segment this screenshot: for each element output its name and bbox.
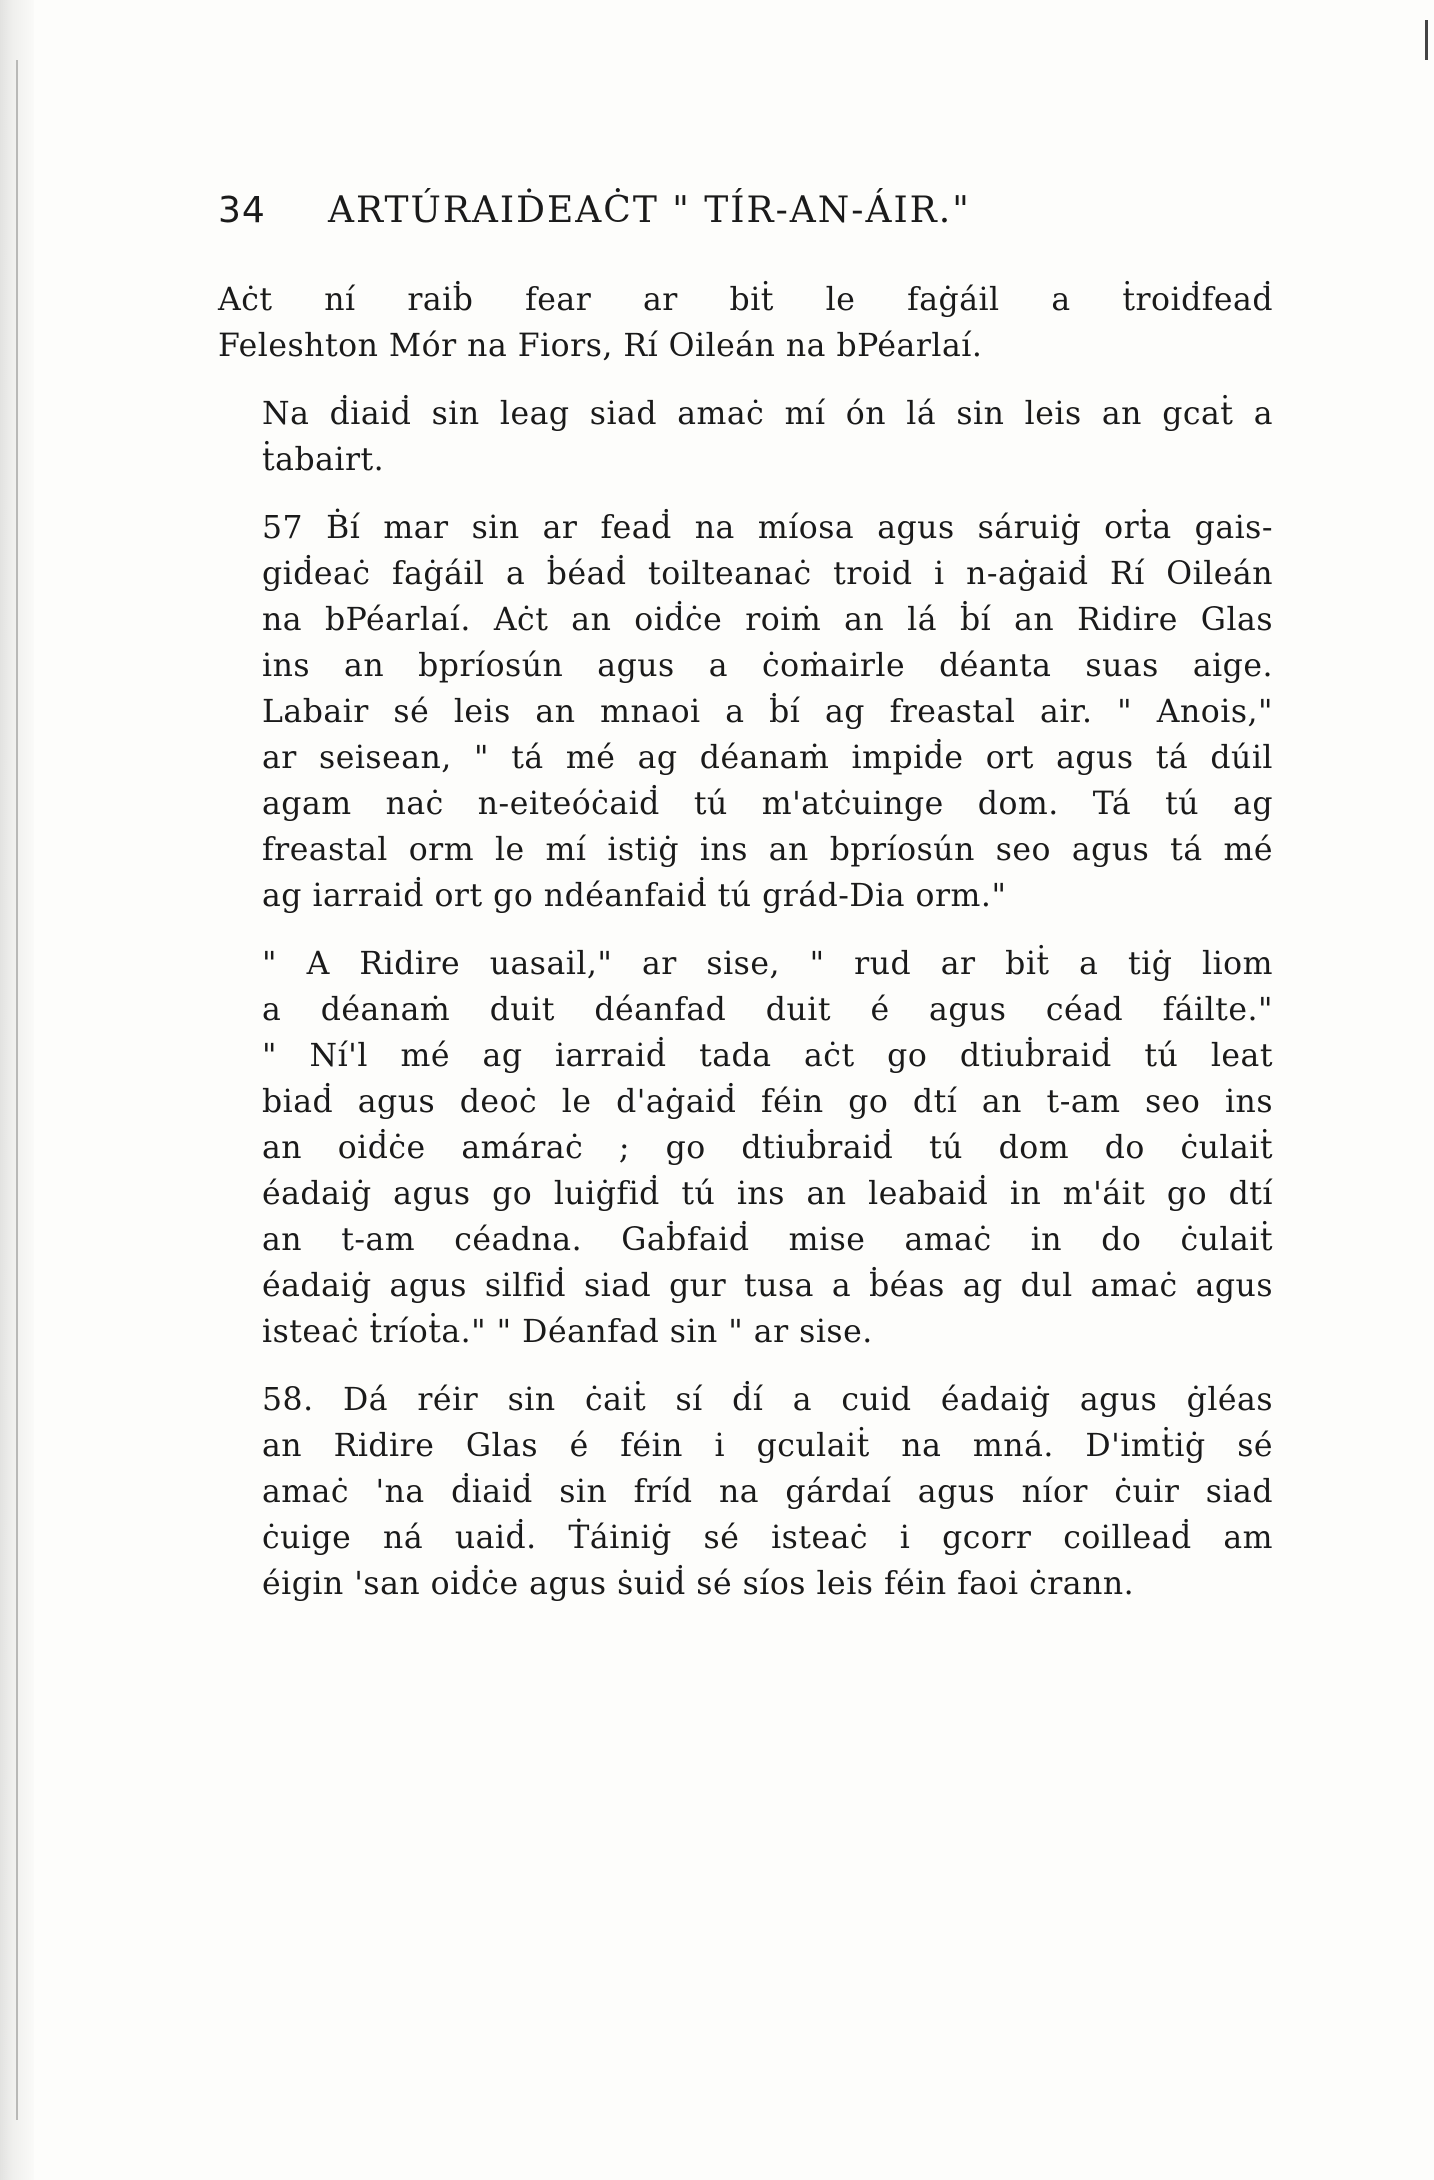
text-line: a déanaṁ duit déanfad duit é agus céad fáilte." bbox=[262, 992, 1273, 1028]
text-line: Na ḋiaiḋ sin leag siad amaċ mí ón lá sin leis an gcaṫ a bbox=[262, 396, 1273, 432]
text-line: agam naċ n-eiteóċaiḋ tú m'atċuinge dom. Tá tú ag bbox=[262, 786, 1273, 822]
text-line: éadaiġ agus silfiḋ siad gur tusa a ḃéas ag dul amaċ agus bbox=[262, 1268, 1273, 1304]
text-line: freastal orm le mí istiġ ins an bpríosún seo agus tá mé bbox=[262, 832, 1273, 868]
text-line: amaċ 'na ḋiaiḋ sin fríd na gárdaí agus níor ċuir siad bbox=[262, 1474, 1273, 1510]
text-line: ins an bpríosún agus a ċoṁairle déanta suas aige. bbox=[262, 648, 1273, 684]
page-header bbox=[218, 190, 1273, 231]
text-line: ag iarraiḋ ort go ndéanfaiḋ tú grád-Dia orm." bbox=[262, 878, 1007, 914]
scan-mark bbox=[1425, 20, 1428, 60]
text-line: biaḋ agus deoċ le d'aġaiḋ féin go dtí an t-am seo ins bbox=[262, 1084, 1273, 1120]
text-line: an Ridire Glas é féin i gculaiṫ na mná. D'imṫiġ sé bbox=[262, 1428, 1273, 1464]
book-page bbox=[218, 190, 1273, 1629]
text-line: an oiḋċe amáraċ ; go dtiuḃraiḋ tú dom do ċulaiṫ bbox=[262, 1130, 1273, 1166]
text-line: 58. Dá réir sin ċaiṫ sí ḋí a cuid éadaiġ agus ġléas bbox=[262, 1382, 1273, 1418]
text-line: ar seisean, " tá mé ag déanaṁ impiḋe ort agus tá dúil bbox=[262, 740, 1273, 776]
text-line: na bPéarlaí. Aċt an oiḋċe roiṁ an lá ḃí an Ridire Glas bbox=[262, 602, 1273, 638]
paragraph bbox=[218, 1377, 1273, 1607]
text-line: an t-am céadna. Gaḃfaiḋ mise amaċ in do ċulaiṫ bbox=[262, 1222, 1273, 1258]
page-number: 34 bbox=[218, 190, 266, 231]
text-line: " Ní'l mé ag iarraiḋ tada aċt go dtiuḃraiḋ tú leat bbox=[262, 1038, 1273, 1074]
text-line: Aċt ní raiḃ fear ar biṫ le faġáil a ṫroiḋfeaḋ bbox=[218, 282, 1273, 318]
text-line: Feleshton Mór na Fiors, Rí Oileán na bPéarlaí. bbox=[218, 328, 983, 364]
text-line: Labair sé leis an mnaoi a ḃí ag freastal air. " Anois," bbox=[262, 694, 1273, 730]
text-line: isteaċ ṫríoṫa." " Déanfad sin " ar sise. bbox=[262, 1314, 873, 1350]
text-line: giḋeaċ faġáil a ḃéaḋ toilteanaċ troid i n-aġaiḋ Rí Oileán bbox=[262, 556, 1273, 592]
text-line: ṫabairt. bbox=[262, 442, 385, 478]
body-text bbox=[218, 277, 1273, 1607]
paragraph bbox=[218, 391, 1273, 483]
text-line: 57 Ḃí mar sin ar feaḋ na míosa agus sáruiġ orṫa gais- bbox=[262, 510, 1273, 546]
text-line: ċuige ná uaiḋ. Ṫáiniġ sé isteaċ i gcorr coilleaḋ am bbox=[262, 1520, 1273, 1556]
running-head: ARTÚRAIḊEAĊT " TÍR-AN-ÁIR." bbox=[328, 190, 971, 231]
paragraph bbox=[218, 941, 1273, 1355]
text-line: " A Ridire uasail," ar sise, " rud ar biṫ a tiġ liom bbox=[262, 946, 1273, 982]
binding-line bbox=[16, 60, 18, 2120]
paragraph bbox=[218, 505, 1273, 919]
paragraph bbox=[218, 277, 1273, 369]
text-line: éigin 'san oiḋċe agus ṡuiḋ sé síos leis féin faoi ċrann. bbox=[262, 1566, 1135, 1602]
text-line: éadaiġ agus go luiġfiḋ tú ins an leabaiḋ in m'áit go dtí bbox=[262, 1176, 1273, 1212]
